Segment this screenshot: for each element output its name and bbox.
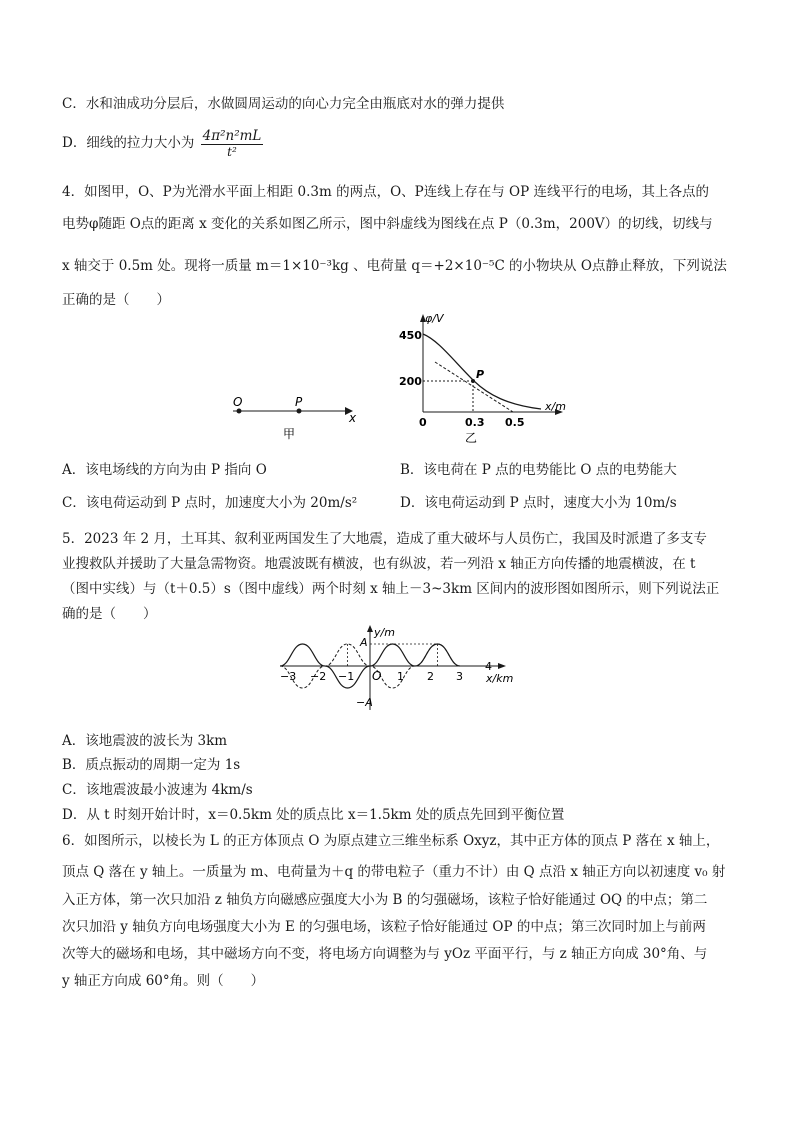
q6-stem-line-1: 6．如图所示，以棱长为 L 的正方体顶点 O 为原点建立三维坐标系 Oxyz，其中正方体的顶点 P 落在 x 轴上， (62, 833, 720, 849)
tension-formula (201, 128, 264, 159)
q6-stem-line-6: y 轴正方向成 60°角。则（ ） (62, 973, 265, 989)
q5-option-b: B．质点振动的周期一定为 1s (62, 757, 241, 773)
label-p: P (295, 395, 303, 409)
tangent-line (435, 362, 513, 412)
tick-3: 3 (456, 670, 463, 683)
q6-stem-line-4: 次只加沿 y 轴负方向电场强度大小为 E 的匀强电场，该粒子恰好能通过 OP 的中点；第三次同时加上与前两 (62, 919, 706, 935)
label-x-axis: x (349, 411, 357, 425)
figure-yi (393, 310, 593, 450)
caption-jia: 甲 (283, 427, 296, 441)
point-p-marker (471, 379, 475, 383)
q4-option-b: B．该电荷在 P 点的电势能比 O 点的电势能大 (400, 462, 677, 478)
q4-stem-line-3: x 轴交于 0.5m 处。现将一质量 m＝1×10⁻³kg 、电荷量 q＝+2×10⁻⁵C 的小物块从 O点静止释放，下列说法 (62, 258, 727, 274)
y-axis-label: φ/V (425, 312, 444, 325)
tick-0-5: 0.5 (505, 416, 525, 429)
q5-option-c: C．该地震波最小波速为 4km/s (62, 782, 253, 798)
y-axis-label: y/m (374, 626, 395, 639)
q4-option-c: C．该电荷运动到 P 点时，加速度大小为 20m/s² (62, 495, 358, 511)
tick-minus-2: −2 (310, 670, 327, 683)
tick-origin: 0 (419, 416, 427, 429)
formula-numerator: 4π²n²mL (202, 128, 262, 144)
q5-stem-line-3: （图中实线）与（t＋0.5）s（图中虚线）两个时刻 x 轴上－3~3km 区间内的波形图如图所示，则下列说法正 (62, 581, 720, 597)
neg-amplitude-label: −A (356, 696, 373, 709)
x-axis-label: x/m (545, 400, 566, 413)
formula-denominator: t² (227, 145, 237, 159)
tick-minus-1: −1 (338, 670, 355, 683)
tick-4: 4 (485, 660, 492, 673)
tick-0-3: 0.3 (465, 416, 485, 429)
q4-option-d: D．该电荷运动到 P 点时，速度大小为 10m/s (400, 495, 677, 511)
q3-option-c: C．水和油成功分层后，水做圆周运动的向心力完全由瓶底对水的弹力提供 (62, 96, 505, 112)
figure-jia (225, 395, 365, 445)
caption-yi: 乙 (465, 431, 478, 445)
x-axis-label: x/km (486, 672, 514, 685)
q6-stem-line-2: 顶点 Q 落在 y 轴上。一质量为 m、电荷量为＋q 的带电粒子（重力不计）由 Q 点沿 x 轴正方向以初速度 v₀ 射 (62, 864, 726, 880)
tick-2: 2 (427, 670, 434, 683)
tick-minus-3: −3 (280, 670, 297, 683)
amplitude-label: A (360, 636, 368, 649)
q5-stem-line-1: 5．2023 年 2 月，土耳其、叙利亚两国发生了大地震，造成了重大破坏与人员伤亡，我国及时派遣了多支专 (62, 531, 707, 547)
q5-option-d: D．从 t 时刻开始计时，x＝0.5km 处的质点比 x＝1.5km 处的质点先回到平衡位置 (62, 807, 565, 823)
q4-stem-line-4: 正确的是（ ） (62, 292, 170, 308)
tick-200: 200 (399, 375, 422, 388)
q3-option-d (62, 128, 263, 159)
q4-stem-line-2: 电势φ随距 O点的距离 x 变化的关系如图乙所示，图中斜虚线为图线在点 P（0.3m，200V）的切线，切线与 (62, 216, 713, 232)
q3-option-d-prefix: D．细线的拉力大小为 (62, 135, 195, 151)
q6-stem-line-3: 入正方体，第一次只加沿 z 轴负方向磁感应强度大小为 B 的匀强磁场，该粒子恰好能通过 OQ 的中点；第二 (62, 892, 708, 908)
q4-stem-line-1: 4．如图甲，O、P为光滑水平面上相距 0.3m 的两点，O、P连线上存在与 OP 连线平行的电场，其上各点的 (62, 184, 709, 200)
label-p: P (476, 368, 485, 381)
point-o-dot (237, 409, 242, 414)
tick-1: 1 (397, 670, 404, 683)
wave-figure (278, 622, 518, 714)
q5-stem-line-2: 业搜救队并援助了大量急需物资。地震波既有横波，也有纵波，若一列沿 x 轴正方向传播的地震横波，在 t (62, 556, 696, 572)
q6-stem-line-5: 次等大的磁场和电场，其中磁场方向不变，将电场方向调整为与 yOz 平面平行，与 z 轴正方向成 30°角、与 (62, 946, 708, 962)
q4-option-a: A．该电场线的方向为由 P 指向 O (62, 462, 267, 478)
q5-option-a: A．该地震波的波长为 3km (62, 733, 228, 749)
origin-label: O (372, 669, 382, 683)
q5-stem-line-4: 确的是（ ） (62, 606, 157, 622)
tick-450: 450 (399, 329, 422, 342)
label-o: O (233, 395, 243, 409)
point-p-dot (297, 409, 302, 414)
